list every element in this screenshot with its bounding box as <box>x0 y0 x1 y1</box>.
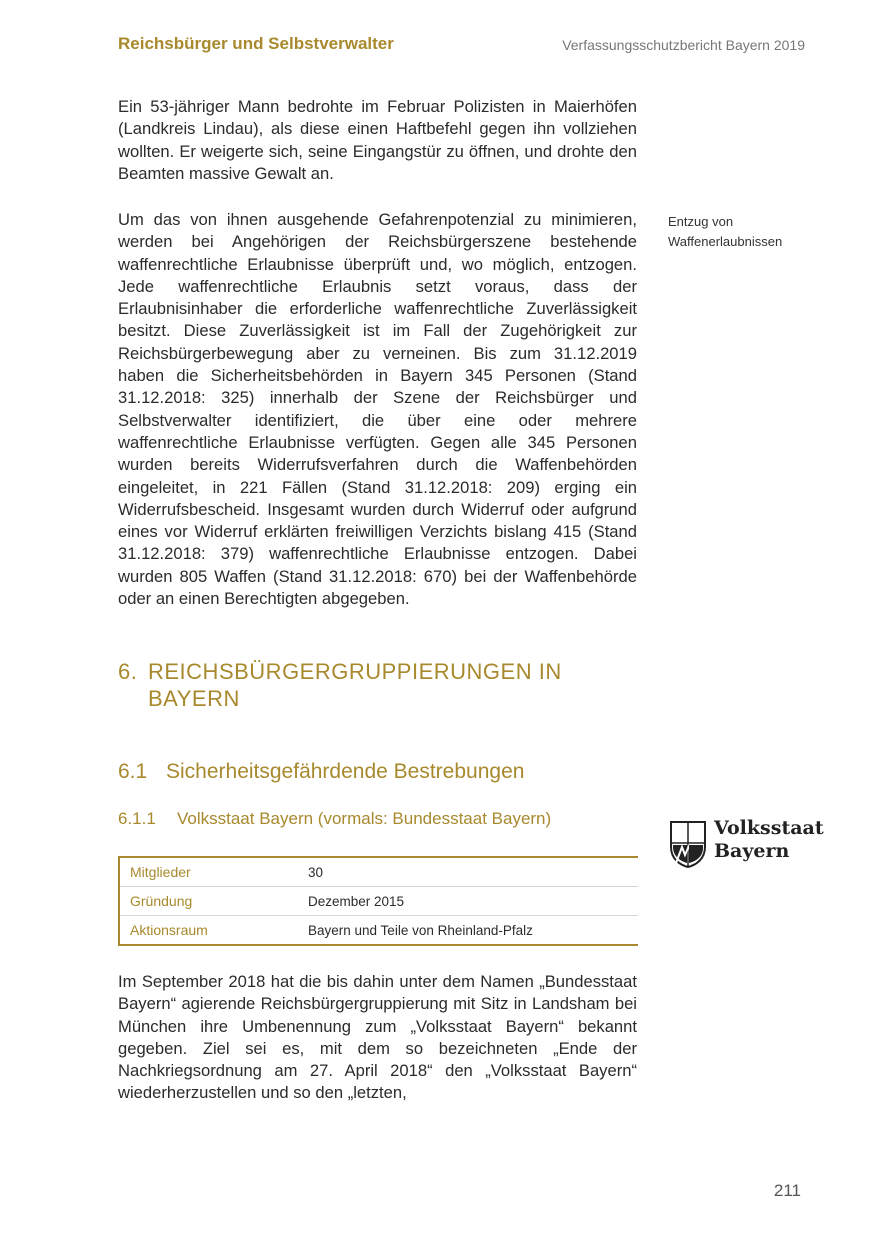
section-heading <box>118 658 562 712</box>
subsubsection-title: Volksstaat Bayern (vormals: Bundesstaat Bayern) <box>177 809 552 828</box>
section-number: 6. <box>118 659 138 684</box>
row-key-members: Mitglieder <box>130 864 191 880</box>
page-number: 211 <box>773 1181 801 1200</box>
organization-info-table <box>118 856 638 946</box>
volksstaat-bayern-logo <box>668 817 824 869</box>
row-key-founding: Gründung <box>119 887 298 916</box>
row-value-area: Bayern und Teile von Rheinland-Pfalz <box>298 916 638 946</box>
row-key-area: Aktionsraum <box>119 916 298 946</box>
report-title: Verfassungsschutzbericht Bayern 2019 <box>562 37 805 53</box>
row-value-founding: Dezember 2015 <box>298 887 638 916</box>
logo-line1: Volksstaat <box>714 817 824 839</box>
margin-note: Entzug von Waffenerlaubnissen <box>668 214 783 249</box>
table-row <box>119 857 638 887</box>
table-row <box>119 916 638 946</box>
coat-of-arms-icon <box>668 819 708 869</box>
row-value-members: 30 <box>308 864 324 880</box>
paragraph-volksstaat: Im September 2018 hat die bis dahin unter dem Namen „Bundesstaat Bayern“ agierende Reichsbürgergruppierung mit Sitz in Landsham bei München ihre Umbenennung zum „Volksstaat Bayern“ bekannt gegeben. Ziel sei es, mit dem so bezeichneten „Ende der Nachkriegsordnung am 27. April 2018“ den „Volksstaat Bayern“ wiederherzustellen und so den „letzten, <box>118 972 637 1103</box>
paragraph-threat-incident: Ein 53-jähriger Mann bedrohte im Februar Polizisten in Maierhöfen (Landkreis Lindau), als diese einen Haftbefehl gegen ihn vollziehen wollten. Er weigerte sich, seine Eingangstür zu öffnen, und drohte den Beamten massive Gewalt an. <box>118 97 637 183</box>
subsubsection-number: 6.1.1 <box>118 809 156 828</box>
logo-wordmark <box>714 817 824 863</box>
table-row <box>119 887 638 916</box>
chapter-title: Reichsbürger und Selbstverwalter <box>118 34 394 53</box>
subsection-title: Sicherheitsgefährdende Bestrebungen <box>166 760 525 783</box>
subsection-number: 6.1 <box>118 760 148 783</box>
subsubsection-heading <box>118 809 551 829</box>
paragraph-weapons-permits: Um das von ihnen ausgehende Gefahrenpotenzial zu minimieren, werden bei Angehörigen der Reichsbürgerszene bestehende waffenrechtliche Erlaubnisse überprüft und, wo möglich, entzogen. Jede waffenrechtliche Erlaubnis setzt voraus, dass der Erlaubnisinhaber die erforderliche waffenrechtliche Zuverlässigkeit besitzt. Diese Zuverlässigkeit ist im Fall der Zugehörigkeit zur Reichsbürgerbewegung aber zu verneinen. Bis zum 31.12.2019 haben die Sicherheitsbehörden in Bayern 345 Personen (Stand 31.12.2018: 325) innerhalb der Szene der Reichsbürger und Selbstverwalter identifiziert, die über eine oder mehrere waffenrechtliche Erlaubnisse verfügten. Gegen alle 345 Personen wurden bereits Widerrufsverfahren durch die Waffenbehörden eingeleitet, in 221 Fällen (Stand 31.12.2018: 209) erging ein Widerrufsbescheid. Insgesamt wurden durch Widerruf oder aufgrund eines vor Widerruf erklärten freiwilligen Verzichts bislang 415 (Stand 31.12.2018: 379) waffenrechtliche Erlaubnisse entzogen. Dabei wurden 805 Waffen (Stand 31.12.2018: 670) bei der Waffenbehörde oder an einen Berechtigten abgegeben. <box>118 210 637 609</box>
section-title-line1: REICHSBÜRGERGRUPPIERUNGEN IN <box>148 659 562 684</box>
section-title-line2: BAYERN <box>148 686 240 711</box>
logo-line2: Bayern <box>714 840 790 862</box>
subsection-heading <box>118 760 524 784</box>
